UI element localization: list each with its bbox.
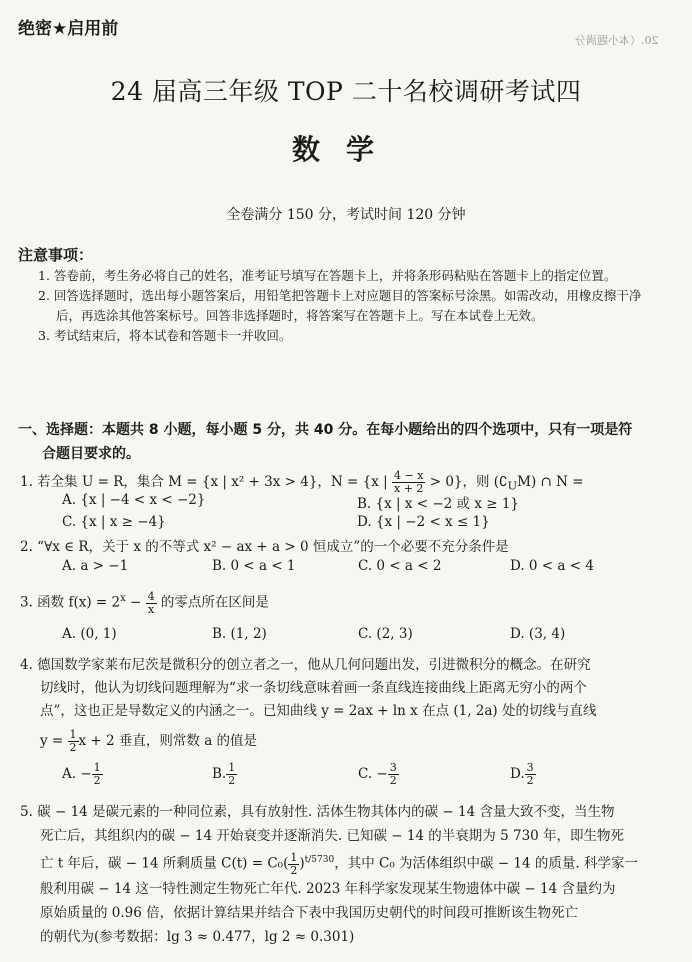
question-2-stem: 2. “∀x ∈ R，关于 x 的不等式 x² − ax + a > 0 恒成立”的一个必要不充分条件是 — [20, 539, 509, 555]
q5-frac-num: 1 — [290, 850, 298, 864]
q1-stem-part: ，则 (∁ — [462, 474, 508, 490]
question-5-stem — [20, 800, 650, 949]
q5-line: 死亡后，其组织内的碳 − 14 开始衰变并逐渐消失. 已知碳 − 14 的半衰期为 5 730 年，即生物死 — [40, 828, 625, 844]
q3-frac-den: x — [148, 602, 155, 616]
bleed-through-text: 20.（本小题满分 — [574, 34, 658, 47]
q4-b-prefix: B. — [212, 766, 227, 782]
q1-option-a: A. {x | −4 < x < −2} — [62, 492, 206, 508]
q4-a-den: 2 — [93, 774, 101, 787]
q4-line: 切线时，他认为切线问题理解为“求一条切线意味着画一条直线连接曲线上距离无穷小的两个 — [40, 680, 587, 696]
exam-title: 24 届高三年级 TOP 二十名校调研考试四 — [110, 77, 582, 106]
q4-frac-num: 1 — [69, 728, 77, 741]
q4-line-part: y = — [40, 733, 68, 749]
q2-option-a: A. a > −1 — [62, 558, 129, 574]
q5-line-part: ，其中 C₀ 为活体组织中碳 − 14 的质量. 科学家一 — [334, 855, 638, 872]
q3-option-d: D. (3, 4) — [510, 626, 566, 642]
q4-c-prefix: C. − — [358, 766, 388, 782]
notes-list — [38, 266, 666, 346]
q4-line: 4. 德国数学家莱布尼茨是微积分的创立者之一，他从几何问题出发，引进微积分的概念。在研究 — [20, 657, 591, 673]
q1-option-c: C. {x | x ≥ −4} — [62, 514, 166, 530]
q3-option-b: B. (1, 2) — [212, 626, 267, 642]
q4-a-num: 1 — [93, 761, 101, 774]
q3-stem-part: 3. 函数 f(x) = 2 — [20, 594, 121, 611]
q4-a-prefix: A. − — [62, 766, 92, 782]
q4-b-num: 1 — [228, 761, 236, 774]
q4-a-fraction — [92, 762, 103, 787]
q4-option-d — [510, 762, 536, 787]
note-item: 2. 回答选择题时，选出每小题答案后，用铅笔把答题卡上对应题目的答案标号涂黑。如需改动，用橡皮擦干净后，再选涂其他答案标号。回答非选择题时，将答案写在答题卡上。写在本试卷上无效。 — [38, 288, 642, 323]
q5-line: 亡 t 年后，碳 − 14 所剩质量 C(t) = C₀( $\frac{1}{2}$ )$^{t/5730}$，其中 C₀ 为活体组织中碳 − 14 的质量. 科学家一 — [40, 850, 638, 877]
q5-line: 般利用碳 − 14 这一特性测定生物死亡年代. 2023 年科学家发现某生物遗体中碳 − 14 含量约为 — [40, 880, 616, 897]
q5-fraction — [288, 852, 299, 877]
q4-c-den: 2 — [389, 774, 397, 787]
q4-fraction — [68, 729, 79, 754]
q4-c-fraction — [388, 762, 399, 787]
q4-option-b — [212, 762, 237, 787]
q5-line-part: 亡 t 年后，碳 − 14 所剩质量 C(t) = C₀ — [40, 855, 284, 872]
q4-option-c — [358, 762, 399, 787]
q5-line: 5. 碳 − 14 是碳元素的一种同位素，具有放射性. 活体生物其体内的碳 − 14 含量大致不变，当生物 — [20, 804, 615, 820]
q1-stem-part: M) ∩ N = — [517, 474, 584, 490]
question-3-stem — [20, 588, 650, 616]
section-line: 合题目要求的。 — [42, 446, 140, 462]
q4-line-part: x + 2 垂直，则常数 a 的值是 — [78, 733, 258, 749]
q4-line: 点”，这也正是导数定义的内涵之一。已知曲线 y = 2ax + ln x 在点 (1, 2a) 处的切线与直线 — [40, 703, 597, 719]
q4-d-num: 3 — [526, 761, 534, 774]
q4-c-num: 3 — [389, 761, 397, 774]
q1-frac-den: x + 2 — [394, 482, 424, 495]
q3-frac-num: 4 — [147, 589, 155, 603]
question-4-stem — [20, 654, 650, 754]
q5-exponent: t/5730 — [304, 855, 335, 865]
q1-frac-num: 4 − x — [394, 469, 424, 482]
q1-sub-u: U — [507, 479, 518, 493]
q1-set-open: {x | — [362, 474, 388, 490]
q4-b-fraction — [226, 762, 237, 787]
q4-b-den: 2 — [228, 774, 236, 787]
q1-stem-part: 1. 若全集 U = R，集合 M = {x | x² + 3x > 4}，N = — [20, 474, 363, 490]
note-item: 3. 考试结束后，将本试卷和答题卡一并收回。 — [38, 328, 292, 343]
q4-option-a — [62, 762, 103, 787]
q5-line: 的朝代为(参考数据：lg 3 ≈ 0.477，lg 2 ≈ 0.301) — [40, 928, 355, 945]
q2-option-c: C. 0 < a < 2 — [358, 558, 442, 574]
q3-minus: − — [125, 594, 146, 611]
note-item: 1. 答卷前，考生务必将自己的姓名，准考证号填写在答题卡上，并将条形码粘贴在答题卡上的指定位置。 — [38, 268, 617, 283]
q3-option-a: A. (0, 1) — [62, 626, 117, 642]
q5-frac-den: 2 — [290, 863, 298, 877]
section-line: 一、选择题：本题共 8 小题，每小题 5 分，共 40 分。在每小题给出的四个选项中，只有一项是符 — [18, 422, 633, 438]
subject-title: 数学 — [291, 133, 400, 166]
q1-set-close: > 0} — [429, 474, 463, 490]
q4-d-den: 2 — [526, 774, 534, 787]
q3-stem-part: 的零点所在区间是 — [156, 594, 269, 611]
q3-fraction — [146, 591, 157, 616]
section-heading — [18, 418, 658, 466]
q4-d-prefix: D. — [510, 766, 525, 782]
q1-option-b: B. {x | x < −2 或 x ≥ 1} — [357, 496, 520, 512]
q2-option-b: B. 0 < a < 1 — [212, 558, 296, 574]
q2-option-d: D. 0 < a < 4 — [510, 558, 594, 574]
q3-option-c: C. (2, 3) — [358, 626, 413, 642]
q1-option-d: D. {x | −2 < x ≤ 1} — [357, 514, 490, 530]
q4-d-fraction — [525, 762, 536, 787]
notes-heading: 注意事项： — [18, 246, 94, 264]
q4-frac-den: 2 — [69, 741, 77, 754]
q4-line — [20, 729, 650, 754]
q5-line: 原始质量的 0.96 倍，依据计算结果并结合下表中我国历史朝代的时间段可推断该生物死亡 — [40, 904, 579, 921]
q3-sup-x: x — [120, 593, 126, 604]
confidential-mark: 绝密★启用前 — [18, 19, 119, 39]
exam-meta: 全卷满分 150 分，考试时间 120 分钟 — [226, 207, 466, 223]
